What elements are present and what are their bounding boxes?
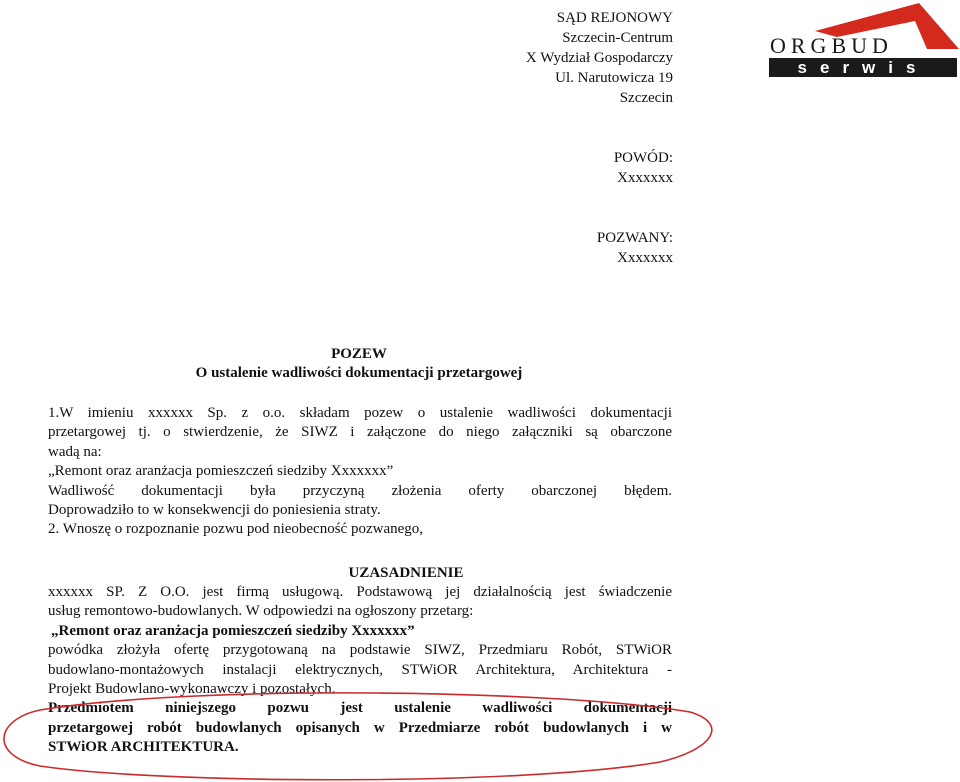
claims-line: 1.W imieniu xxxxxx Sp. z o.o. składam pozew o ustalenie wadliwości dokumentacji <box>48 405 672 421</box>
claims-line: wadą na: <box>48 443 102 460</box>
justification-line: „Remont oraz aranżacja pomieszczeń siedziby Xxxxxxx” <box>51 622 415 639</box>
claims-line: przetargowej tj. o stwierdzenie, że SIWZ i załączone do niego załączniki są obarczone <box>48 424 672 441</box>
court-name: SĄD REJONOWY <box>556 10 673 26</box>
court-street: Ul. Narutowicza 19 <box>555 70 673 86</box>
defendant-label: POZWANY: <box>596 230 673 246</box>
claims-line: „Remont oraz aranżacja pomieszczeń siedziby Xxxxxxx” <box>48 463 394 480</box>
title-main: POZEW <box>331 346 387 362</box>
justification-line: powódka złożyła ofertę przygotowaną na podstawie SIWZ, Przedmiaru Robót, STWiOR <box>48 642 672 659</box>
court-address <box>526 8 673 108</box>
justification-line: Przedmiotem niniejszego pozwu jest ustalenie wadliwości dokumentacji <box>48 700 672 717</box>
claims-line: Doprowadziło to w konsekwencji do poniesienia straty. <box>48 502 381 519</box>
court-location: Szczecin-Centrum <box>562 30 673 46</box>
justification-line: STWiOR ARCHITEKTURA. <box>48 739 239 756</box>
title-subtitle: O ustalenie wadliwości dokumentacji przetargowej <box>195 365 523 381</box>
court-division: X Wydział Gospodarczy <box>525 50 673 66</box>
logo-bottom-text: serwis <box>797 58 929 77</box>
highlight-ellipse <box>0 690 720 782</box>
court-city: Szczecin <box>619 90 673 106</box>
document-title <box>48 345 670 383</box>
justification-line: budowlano-montażowych instalacji elektrycznych, STWiOR Architektura, Architektura - <box>48 661 672 678</box>
justification-line: usług remontowo-budowlanych. W odpowiedzi na ogłoszony przetarg: <box>48 603 474 620</box>
plaintiff-block <box>614 148 673 188</box>
justification-line: przetargowej robót budowlanych opisanych w Przedmiarze robót budowlanych i w <box>48 719 672 736</box>
orgbud-logo <box>767 3 959 79</box>
defendant-block <box>597 228 673 268</box>
plaintiff-name: Xxxxxxx <box>617 170 673 186</box>
claims-line: 2. Wnoszę o rozpoznanie pozwu pod nieobecność pozwanego, <box>48 521 424 538</box>
justification-line: xxxxxx SP. Z O.O. jest firmą usługową. Podstawową jej działalnością jest świadczenie <box>48 584 672 600</box>
logo-top-text: ORGBUD <box>770 33 893 58</box>
justification-title: UZASADNIENIE <box>348 565 464 581</box>
plaintiff-label: POWÓD: <box>613 150 673 166</box>
claims-line: Wadliwość dokumentacji była przyczyną złożenia oferty obarczonej błędem. <box>48 482 672 499</box>
justification-line: Projekt Budowlano-wykonawczy i pozostałych. <box>48 681 336 698</box>
defendant-name: Xxxxxxx <box>617 250 673 266</box>
claims-section <box>48 404 672 540</box>
